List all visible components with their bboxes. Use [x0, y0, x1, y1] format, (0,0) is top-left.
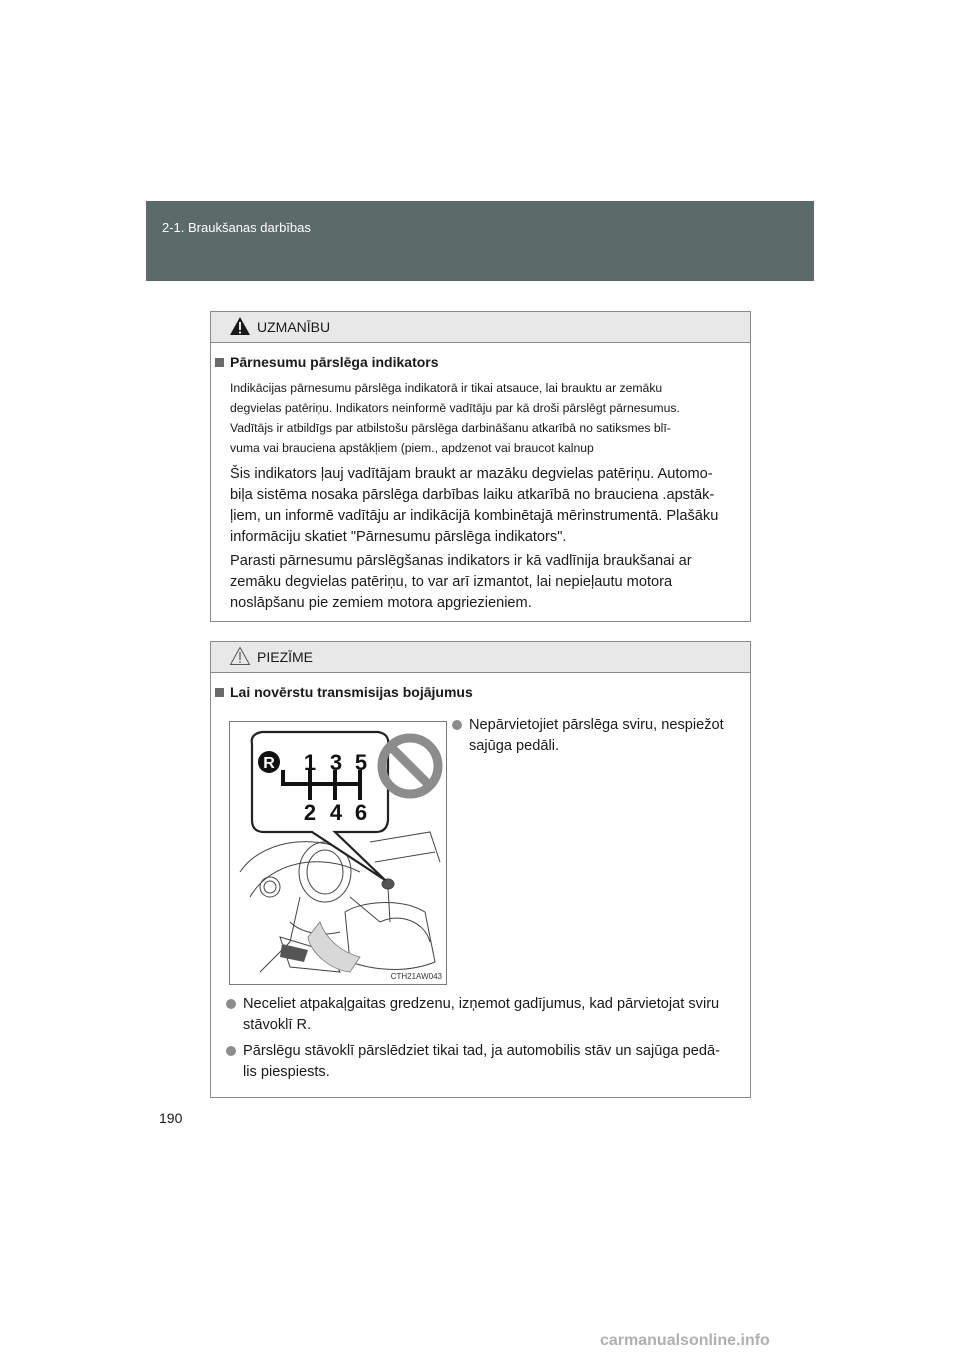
caution-para2-line: Parasti pārnesumu pārslēgšanas indikators ir kā vadlīnija braukšanai ar: [230, 553, 692, 569]
bullet-dot-icon: [226, 999, 236, 1009]
notice-header: [211, 642, 750, 673]
notice-triangle-icon: [229, 646, 251, 666]
caution-box: [210, 311, 751, 622]
warning-icon: [229, 316, 251, 336]
figure-code: CTH21AW043: [390, 972, 442, 981]
caution-label: UZMANĪBU: [257, 319, 331, 335]
caution-para1-line: informāciju skatiet "Pārnesumu pārslēga indikators".: [230, 529, 567, 545]
caution-small-line: Indikācijas pārnesumu pārslēga indikatorā ir tikai atsauce, lai brauktu ar zemāku: [230, 381, 663, 395]
gear-shift-illustration: [229, 721, 447, 985]
square-bullet-icon: [215, 688, 224, 697]
bullet-line: stāvoklī R.: [243, 1017, 312, 1033]
caution-para2-line: noslāpšanu pie zemiem motora apgriezieniem.: [230, 595, 532, 611]
square-bullet-icon: [215, 358, 224, 367]
bullet-line: lis piespiests.: [243, 1064, 330, 1080]
gear-label-6: 6: [354, 800, 368, 825]
gear-shift-drawing: [230, 722, 446, 984]
gear-label-2: 2: [303, 800, 317, 825]
gear-label-3: 3: [329, 750, 343, 775]
bullet-line: sajūga pedāli.: [469, 738, 560, 754]
caution-para1-line: Šis indikators ļauj vadītājam braukt ar mazāku degvielas patēriņu. Automo-: [230, 466, 713, 482]
gear-label-r: R: [263, 755, 275, 772]
bullet-line: Nepārvietojiet pārslēga sviru, nespiežot: [469, 717, 724, 733]
section-title: 2-1. Braukšanas darbības: [162, 220, 311, 235]
caution-small-line: Vadītājs ir atbildīgs par atbilstošu pārslēga darbināšanu atkarībā no satiksmes blī-: [230, 421, 671, 435]
prohibition-icon: [382, 738, 438, 794]
bullet-line: Pārslēgu stāvoklī pārslēdziet tikai tad, ja automobilis stāv un sajūga pedā-: [243, 1043, 720, 1059]
caution-para2-line: zemāku degvielas patēriņu, to var arī izmantot, lai nepieļautu motora: [230, 574, 673, 590]
caution-small-line: vuma vai brauciena apstākļiem (piem., apdzenot vai braucot kalnup: [230, 441, 594, 455]
caution-small-line: degvielas patēriņu. Indikators neinformē vadītāju par kā droši pārslēgt pārnesumus.: [230, 401, 680, 415]
bullet-dot-icon: [452, 720, 462, 730]
caution-paragraph-2: [230, 551, 743, 614]
caution-small-text: [230, 378, 743, 458]
bullet-line: Neceliet atpakaļgaitas gredzenu, izņemot gadījumus, kad pārvietojat sviru: [243, 996, 720, 1012]
gear-label-1: 1: [303, 750, 317, 775]
gear-label-5: 5: [354, 750, 368, 775]
notice-bullet-3: [226, 1041, 744, 1083]
caution-para1-line: biļa sistēma nosaka pārslēga darbības laiku atkarībā no brauciena .apstāk-: [230, 487, 715, 503]
notice-box: [210, 641, 751, 1098]
notice-label: PIEZĪME: [257, 649, 314, 665]
caution-para1-line: ļiem, un informē vadītāju ar indikācijā kombinētajā mērinstrumentā. Plašāku: [230, 508, 719, 524]
caution-subheading: Pārnesumu pārslēga indikators: [215, 354, 439, 370]
header-band: [146, 201, 814, 281]
notice-subheading: Lai novērstu transmisijas bojājumus: [215, 684, 473, 700]
caution-paragraph-1: [230, 464, 743, 548]
watermark: carmanualsonline.info: [600, 1332, 770, 1349]
page-number: 190: [159, 1110, 183, 1126]
caution-header: [211, 312, 750, 343]
notice-bullet-2: [226, 994, 744, 1036]
gear-label-4: 4: [329, 800, 343, 825]
bullet-dot-icon: [226, 1046, 236, 1056]
notice-bullet-1: [452, 715, 746, 757]
